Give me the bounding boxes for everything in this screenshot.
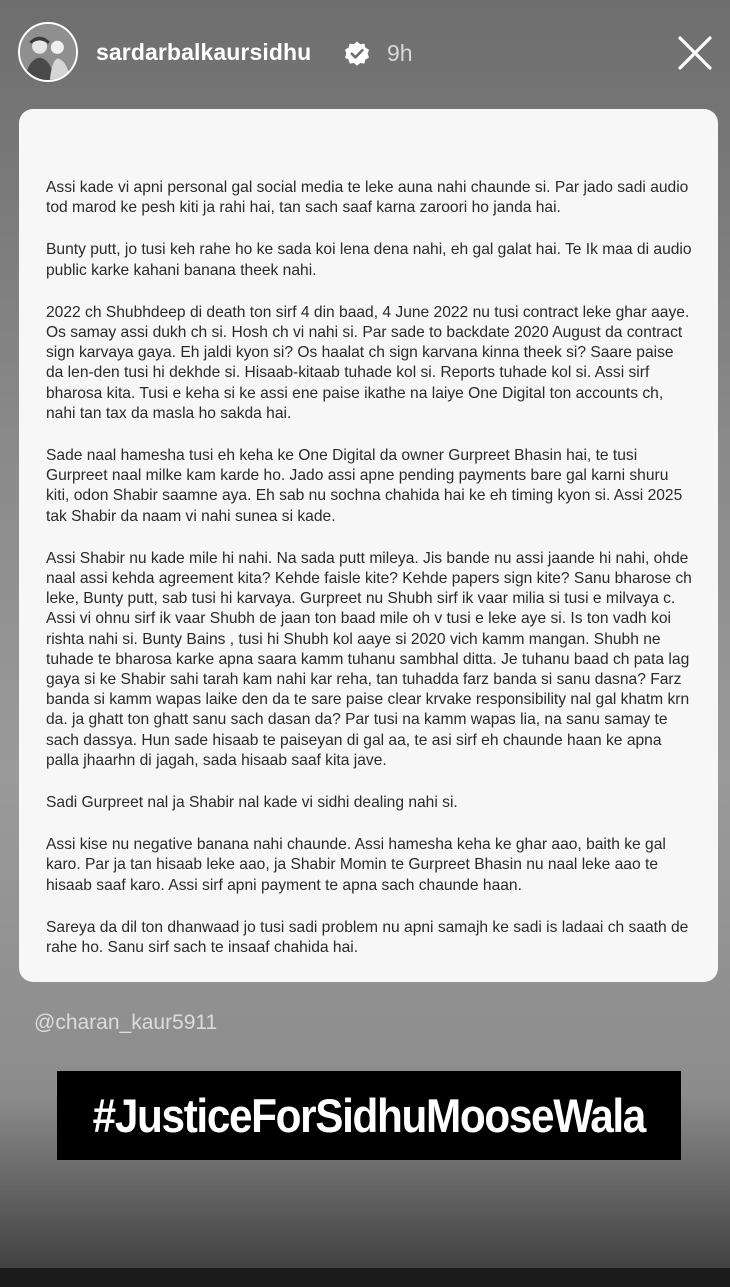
- username[interactable]: sardarbalkaursidhu: [96, 39, 312, 65]
- close-icon[interactable]: [676, 34, 714, 72]
- hashtag-sticker[interactable]: [57, 1071, 681, 1160]
- letter-paragraph: Sade naal hamesha tusi eh keha ke One Digital da owner Gurpreet Bhasin hai, te tusi Gurpreet naal milke kam karde ho. Jado assi apne pending payments bare gal karni shuru kiti, odon Shabir saamne aya. Eh sab nu sochna chahida hai ke eh timing kyon si. Assi 2025 tak Shabir da naam vi nahi sunea si kade.: [46, 447, 683, 525]
- profile-photo-icon: [20, 24, 76, 80]
- letter-paragraph: Assi kise nu negative banana nahi chaunde. Assi hamesha keha ke ghar aao, baith ke gal karo. Par ja tan hisaab leke aao, ja Shabir Momin te Gurpreet Bhasin nu naal leke aao te hisaab saaf karo. Assi sirf apni payment te apna sach chaunde haan.: [46, 836, 666, 894]
- letter-paragraph: Sareya da dil ton dhanwaad jo tusi sadi problem nu apni samajh ke sadi is ladaai ch saath de rahe ho. Sanu sirf sach te insaaf chahida hai.: [46, 918, 689, 957]
- letter-card: [19, 109, 718, 982]
- hashtag-text: #JusticeForSidhuMooseWala: [92, 1089, 646, 1142]
- mention-sticker[interactable]: @charan_kaur5911: [34, 1011, 218, 1034]
- letter-paragraph: Assi Shabir nu kade mile hi nahi. Na sada putt mileya. Jis bande nu assi jaande hi nahi, ohde naal assi kehda agreement kita? Kehde faisle kite? Kehde papers sign kite? Sanu bharose ch leke, Bunty putt, sab tusi hi karvaya. Gurpreet nu Shubh sirf ik vaar milia si tusi e milvaya c. Assi vi ohnu sirf ik vaar Shubh de jaan ton baad mile oh v tusi e leke aye si. Is ton vadh koi rishta nahi si. Bunty Bains , tusi hi Shubh kol aaye si 2020 vich kamm mangan. Shubh ne tuhade te bharosa karke apna saara kamm tuhanu sambhal ditta. Je tuhanu baad ch pata lag gaya si ke Shabir sahi tarah kam nahi kar reha, tan tuhadda farz banda si sanu dasna? Farz banda si kamm wapas laike den da te sare paise clear krvake responsibility nal gal khatm krn da. ja ghatt ton ghatt sanu sach dasan da? Par tusi na kamm wapas lia, na sanu samay te sach dassya. Hun sade hisaab te paiseyan di gal aa, te asi sirf eh chaunde haan ke apna palla jhaarhn di jagah, sada hisaab saaf kita jave.: [46, 549, 692, 769]
- letter-paragraph: Sadi Gurpreet nal ja Shabir nal kade vi sidhi dealing nahi si.: [46, 794, 458, 812]
- story-header: [0, 0, 730, 108]
- bottom-bar: [0, 1268, 730, 1287]
- letter-paragraph: Assi kade vi apni personal gal social media te leke auna nahi chaunde si. Par jado sadi audio tod marod ke pesh kiti ja rahi hai, tan sach saaf karna zaroori ho janda hai.: [46, 179, 689, 217]
- letter-paragraph: 2022 ch Shubhdeep di death ton sirf 4 din baad, 4 June 2022 nu tusi contract leke ghar aaye. Os samay assi dukh ch si. Hosh ch vi nahi si. Par sade to backdate 2020 August da contract sign karvaya gaya. Eh jaldi kyon si? Os haalat ch sign karvana kinna theek si? Saare paise da len-den tusi hi dekhde si. Hisaab-kitaab tuhade kol si. Reports tuhade kol si. Assi sirf bharosa kita. Tusi e keha si ke assi ene paise ikathe na laiye One Digital ton accounts ch, nahi tan tax da masla ho sakda hai.: [46, 303, 690, 422]
- post-time: 9h: [387, 40, 413, 66]
- profile-avatar[interactable]: [18, 22, 78, 82]
- letter-paragraph: Bunty putt, jo tusi keh rahe ho ke sada koi lena dena nahi, eh gal galat hai. Te Ik maa di audio public karke kahani banana theek nahi.: [46, 241, 692, 279]
- verified-badge-icon: [343, 40, 371, 68]
